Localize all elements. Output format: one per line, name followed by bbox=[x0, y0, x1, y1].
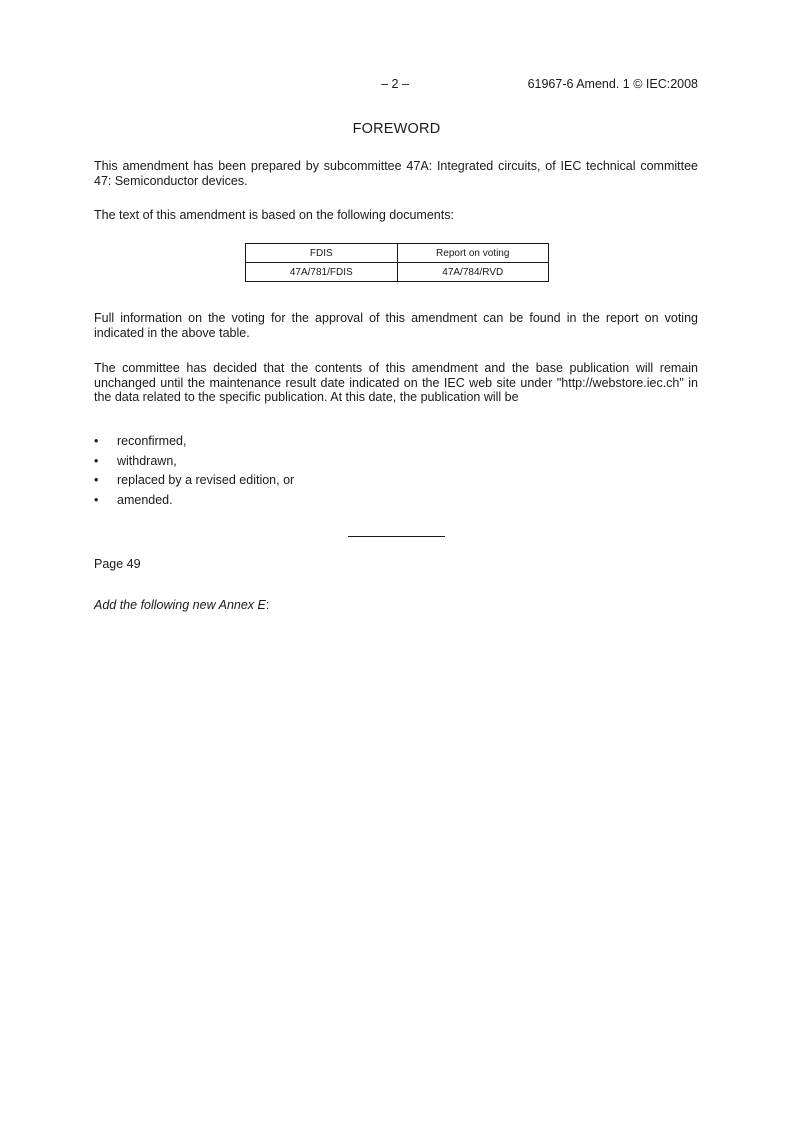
table-cell-fdis: 47A/781/FDIS bbox=[246, 263, 398, 282]
bullet-icon: • bbox=[94, 493, 99, 508]
table-cell-rvd: 47A/784/RVD bbox=[397, 263, 549, 282]
section-divider bbox=[348, 536, 445, 537]
page-reference: Page 49 bbox=[94, 557, 141, 571]
list-item bbox=[94, 454, 294, 474]
table-row bbox=[246, 263, 549, 282]
list-item bbox=[94, 473, 294, 493]
paragraph-maintenance: The committee has decided that the contents of this amendment and the base publication will remain unchanged until the maintenance result date indicated on the IEC web site under "http://webstore.iec.ch" in the data related to the specific publication. At this date, the publication will be bbox=[94, 361, 698, 405]
amendment-instruction bbox=[94, 598, 269, 612]
list-item bbox=[94, 493, 294, 513]
section-title: FOREWORD bbox=[352, 121, 441, 137]
instruction-text: Add the following new Annex E bbox=[94, 598, 266, 612]
header-page-number: – 2 – bbox=[381, 77, 409, 91]
paragraph-prepared-by: This amendment has been prepared by subcommittee 47A: Integrated circuits, of IEC technical committee 47: Semiconductor devices. bbox=[94, 159, 698, 188]
voting-documents-table bbox=[245, 243, 549, 282]
bullet-icon: • bbox=[94, 453, 99, 468]
list-item-text: replaced by a revised edition, or bbox=[117, 473, 295, 488]
list-item-text: withdrawn, bbox=[117, 453, 177, 468]
instruction-suffix: : bbox=[265, 598, 270, 612]
paragraph-based-on: The text of this amendment is based on the following documents: bbox=[94, 208, 454, 222]
table-header-row bbox=[246, 244, 549, 263]
list-item-text: amended. bbox=[117, 493, 173, 508]
bullet-icon: • bbox=[94, 473, 99, 488]
list-item bbox=[94, 434, 294, 454]
table-header-report-on-voting: Report on voting bbox=[397, 244, 549, 263]
list-item-text: reconfirmed, bbox=[117, 434, 187, 448]
header-document-reference: 61967-6 Amend. 1 © IEC:2008 bbox=[527, 77, 698, 91]
bullet-icon: • bbox=[94, 434, 99, 448]
paragraph-voting-info: Full information on the voting for the approval of this amendment can be found in the report on voting indicated in the above table. bbox=[94, 311, 698, 340]
table-header-fdis: FDIS bbox=[246, 244, 398, 263]
publication-outcome-list bbox=[94, 434, 294, 513]
